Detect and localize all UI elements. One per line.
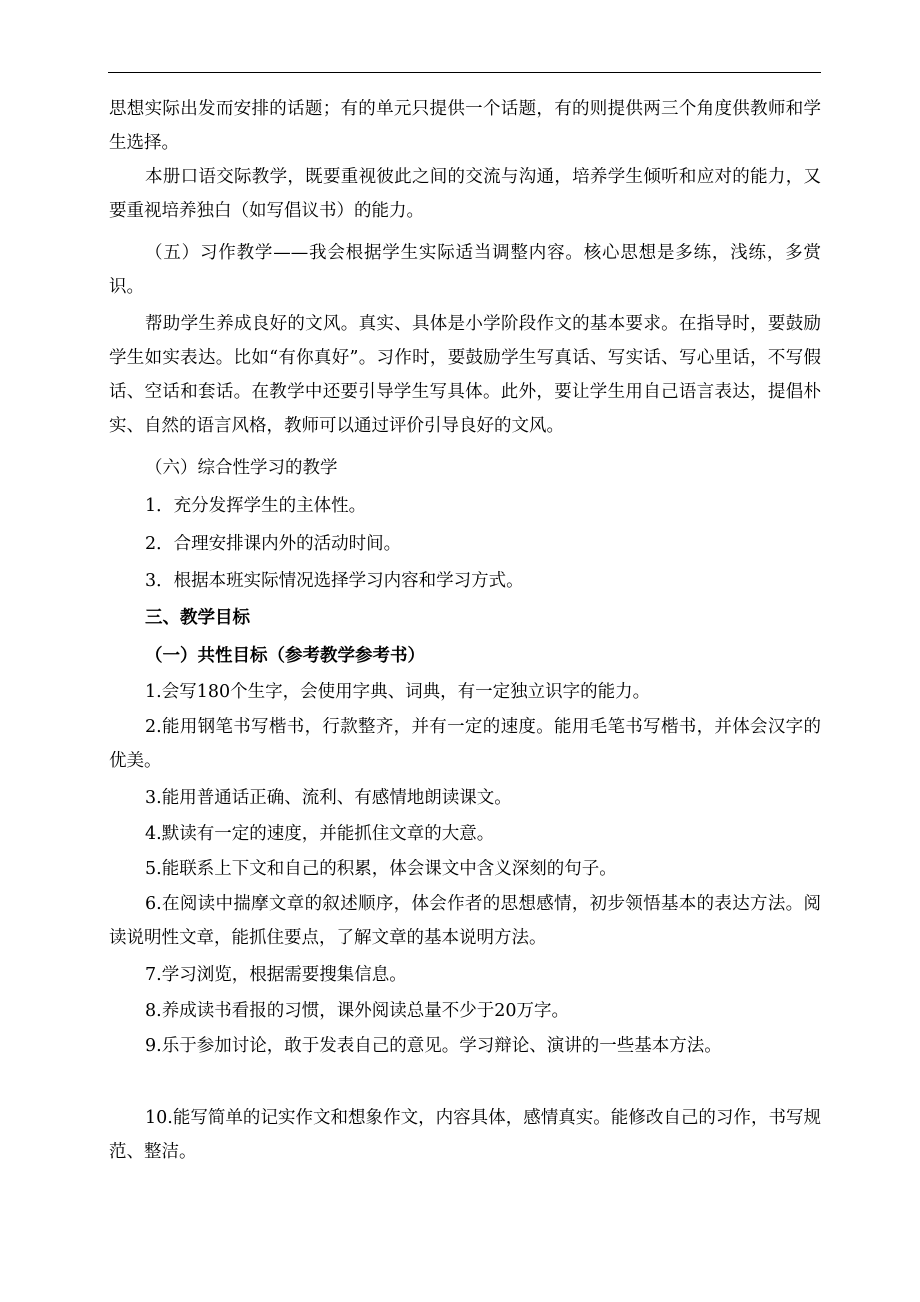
paragraph-oral-communication: 本册口语交际教学，既要重视彼此之间的交流与沟通，培养学生倾听和应对的能力，又要重视培养独白（如写倡议书）的能力。 [109, 167, 821, 221]
goal-item: 1.会写180个生字，会使用字典、词典，有一定独立识字的能力。 [145, 682, 651, 702]
goal-item: 10.能写简单的记实作文和想象作文，内容具体，感情真实。能修改自己的习作，书写规范、整洁。 [109, 1108, 821, 1162]
goal-item: 7.学习浏览，根据需要搜集信息。 [145, 965, 407, 985]
goal-item: 9.乐于参加讨论，敢于发表自己的意见。学习辩论、演讲的一些基本方法。 [145, 1036, 722, 1056]
goal-item: 4.默读有一定的速度，并能抓住文章的大意。 [145, 824, 495, 844]
goal-item: 8.养成读书看报的习惯，课外阅读总量不少于20万字。 [145, 1001, 569, 1021]
heading-integrated-learning: （六）综合性学习的教学 [145, 458, 338, 478]
paragraph-continued: 思想实际出发而安排的话题；有的单元只提供一个话题，有的则提供两三个角度供教师和学生选择。 [109, 99, 821, 153]
goal-item: 3.能用普通话正确、流利、有感情地朗读课文。 [145, 788, 512, 808]
paragraph-writing-teaching: （五）习作教学——我会根据学生实际适当调整内容。核心思想是多练，浅练，多赏识。 [109, 243, 821, 297]
paragraph-writing-style: 帮助学生养成良好的文风。真实、具体是小学阶段作文的基本要求。在指导时，要鼓励学生如实表达。比如“有你真好”。习作时，要鼓励学生写真话、写实话、写心里话，不写假话、空话和套话。在教学中还要引导学生写具体。此外，要让学生用自己语言表达，提倡朴实、自然的语言风格，教师可以通过评价引导良好的文风。 [109, 314, 821, 436]
section-heading-teaching-goals: 三、教学目标 [145, 608, 250, 628]
subsection-heading-common-goals: （一）共性目标（参考教学参考书） [145, 646, 425, 666]
goal-item: 5.能联系上下文和自己的积累，体会课文中含义深刻的句子。 [145, 859, 617, 879]
goal-item: 6.在阅读中揣摩文章的叙述顺序，体会作者的思想感情，初步领悟基本的表达方法。阅读说明性文章，能抓住要点，了解文章的基本说明方法。 [109, 894, 821, 948]
list-item: 2．合理安排课内外的活动时间。 [145, 534, 402, 554]
goal-item: 2.能用钢笔书写楷书，行款整齐，并有一定的速度。能用毛笔书写楷书，并体会汉字的优美。 [109, 717, 821, 771]
header-rule [108, 72, 821, 73]
list-item: 1．充分发挥学生的主体性。 [145, 496, 367, 516]
list-item: 3．根据本班实际情况选择学习内容和学习方式。 [145, 571, 524, 591]
